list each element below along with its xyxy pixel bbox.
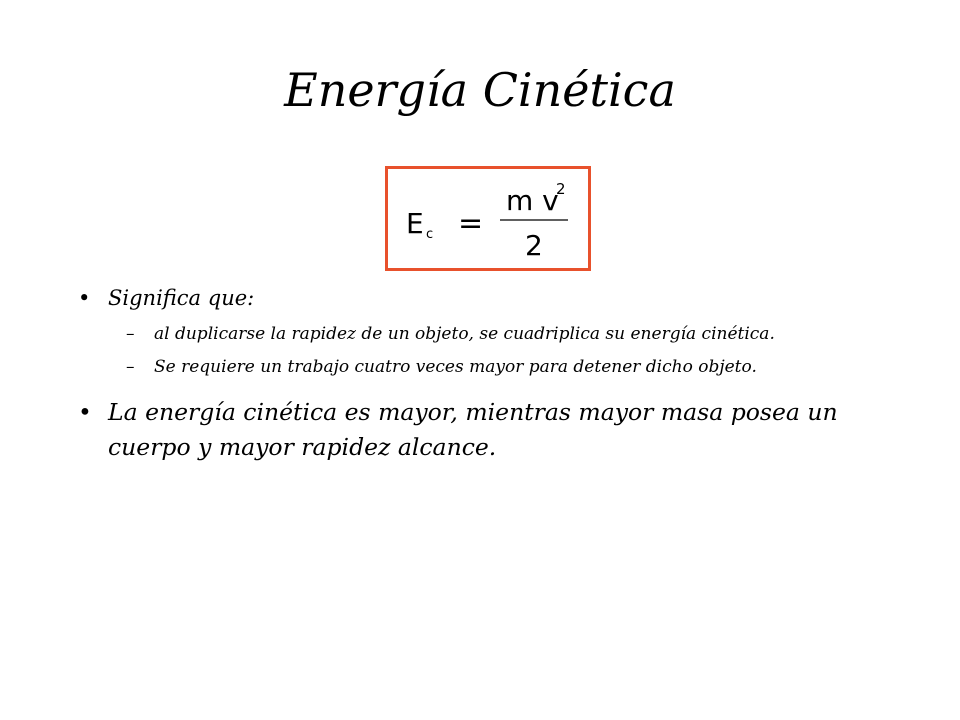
formula-denominator: 2 bbox=[525, 229, 543, 262]
sub-bullet-text: al duplicarse la rapidez de un objeto, se cuadriplica su energía cinética. bbox=[154, 324, 775, 344]
formula-subscript: c bbox=[426, 227, 434, 242]
slide-body bbox=[72, 282, 912, 465]
bullet-marker: • bbox=[78, 398, 92, 426]
formula-exponent: 2 bbox=[556, 180, 566, 198]
sub-bullet-text: Se requiere un trabajo cuatro veces mayor para detener dicho objeto. bbox=[154, 357, 757, 377]
sub-bullet-marker: – bbox=[126, 324, 135, 344]
sub-bullet-item bbox=[72, 355, 912, 380]
bullet-text: Significa que: bbox=[108, 286, 255, 310]
formula-numerator: m v bbox=[506, 184, 559, 217]
formula-equals-sign: = bbox=[458, 206, 484, 241]
bullet-item bbox=[72, 395, 912, 465]
formula-energy-symbol: E bbox=[406, 207, 424, 240]
sub-bullet-item bbox=[72, 322, 912, 347]
bullet-marker: • bbox=[78, 286, 91, 310]
kinetic-energy-formula bbox=[385, 166, 591, 271]
sub-bullet-marker: – bbox=[126, 357, 135, 377]
bullet-text: La energía cinética es mayor, mientras mayor masa posea un cuerpo y mayor rapidez alcance. bbox=[108, 398, 838, 461]
bullet-item bbox=[72, 282, 912, 314]
formula-graphic bbox=[388, 169, 588, 268]
slide-title: Energía Cinética bbox=[284, 63, 676, 117]
